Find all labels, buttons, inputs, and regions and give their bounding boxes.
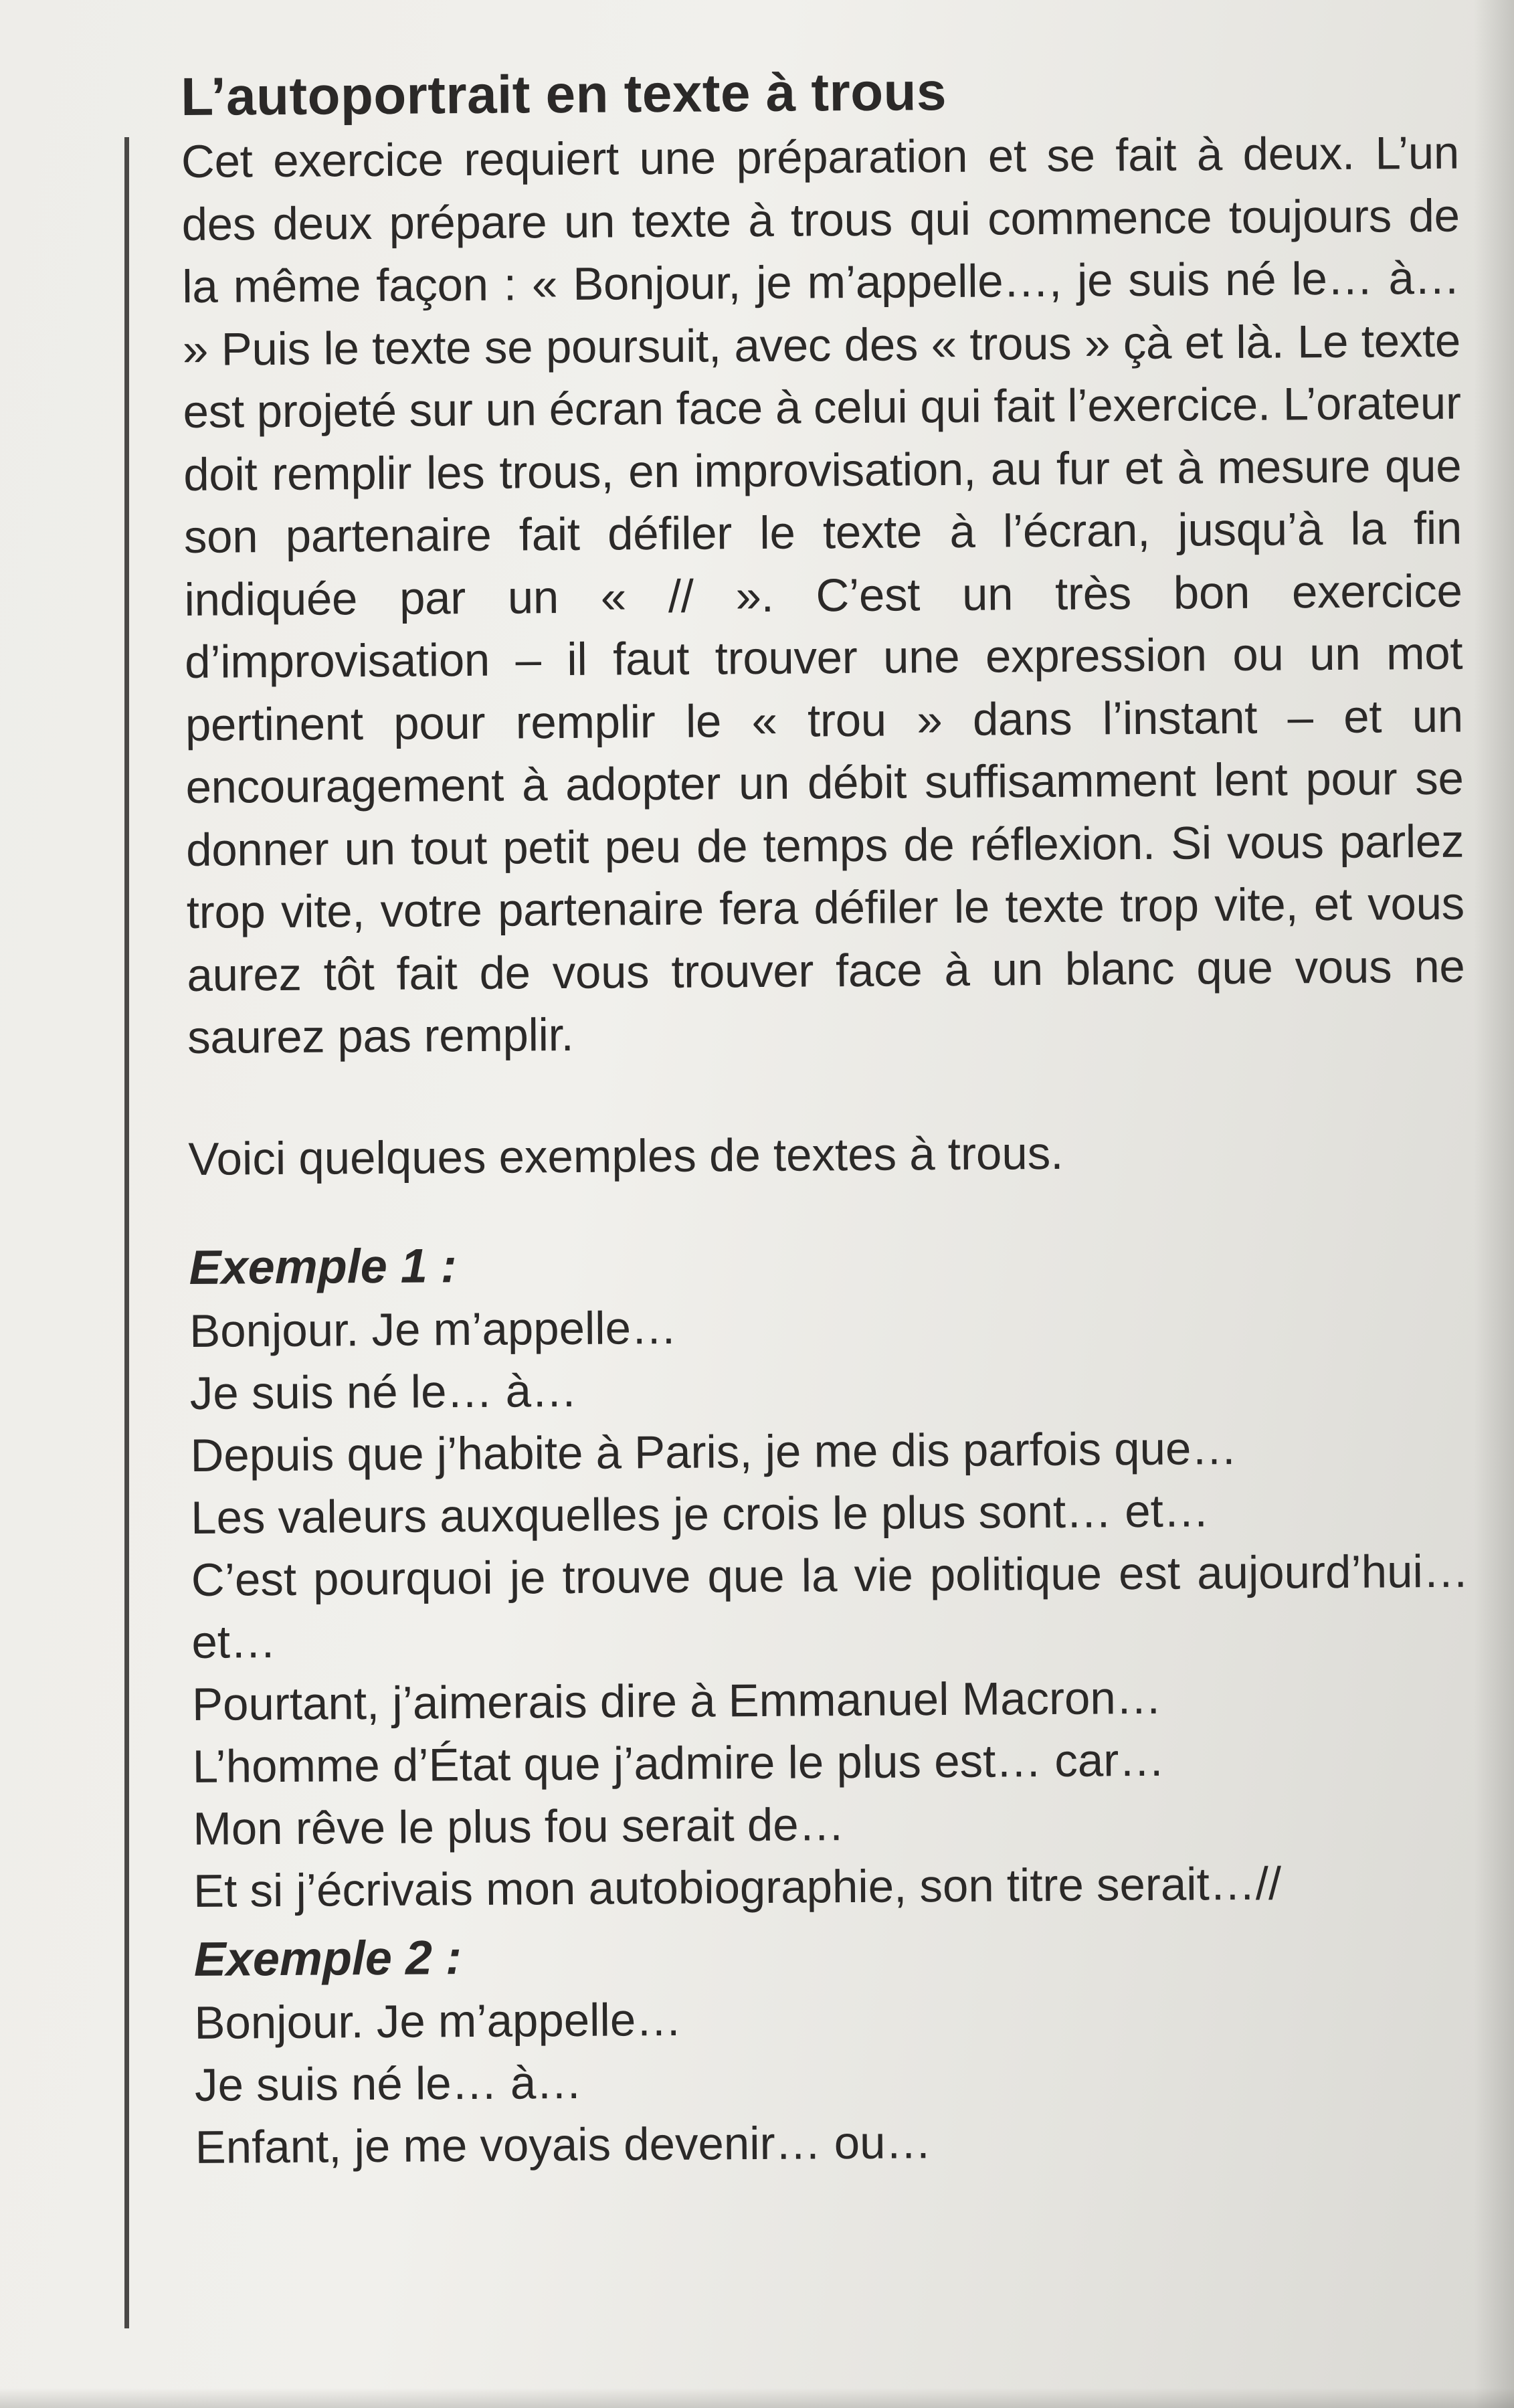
example-2-line: Bonjour. Je m’appelle… (194, 1993, 682, 2049)
example-1-heading: Exemple 1 : (189, 1238, 458, 1295)
section-title: L’autoportrait en texte à trous (181, 62, 947, 126)
example-1-line: L’homme d’État que j’admire le plus est… car… (192, 1734, 1165, 1792)
example-1-line: Les valeurs auxquelles je crois le plus sont… et… (190, 1484, 1210, 1544)
example-1-line: Depuis que j’habite à Paris, je me dis parfois que… (190, 1422, 1238, 1481)
example-1-line: C’est pourquoi je trouve que la vie politique est aujourd’hui… et… (191, 1545, 1470, 1668)
example-1-line: Et si j’écrivais mon autobiographie, son titre serait…// (193, 1857, 1282, 1917)
example-1-line: Bonjour. Je m’appelle… (189, 1301, 678, 1357)
example-2-line: Je suis né le… à… (194, 2056, 583, 2111)
examples-intro: Voici quelques exemples de textes à trous. (188, 1127, 1064, 1185)
example-2-line: Enfant, je me voyais devenir… ou… (195, 2116, 932, 2173)
page-shadow-edge (1474, 0, 1514, 2408)
margin-vertical-rule (124, 137, 129, 2328)
page-content (181, 55, 1473, 2179)
example-1-line: Mon rêve le plus fou serait de… (193, 1798, 845, 1855)
example-2 (193, 1918, 1473, 2178)
page-bottom-shadow (0, 2388, 1514, 2408)
example-1 (189, 1226, 1471, 1922)
example-2-heading: Exemple 2 : (193, 1930, 462, 1986)
body-paragraph: Cet exercice requiert une préparation et se fait à deux. L’un des deux prépare un texte à trous qui commence toujours de la même façon : « Bonjour, je m’appelle…, je suis né le… à… » Puis le texte se poursuit, avec des « trous » çà et là. Le texte est projeté sur un écran face à celui qui fait l’exercice. L’orateur doit remplir les trous, en improvisation, au fur et à mesure que son partenaire fait défiler le texte à l’écran, jusqu’à la fin indiquée par un « // ». C’est un très bon exercice d’improvisation – il faut trouver une expression ou un mot pertinent pour remplir le « trou » dans l’instant – et un encouragement à adopter un débit suffisamment lent pour se donner un tout petit peu de temps de réflexion. Si vous parlez trop vite, votre partenaire fera défiler le texte trop vite, et vous aurez tôt fait de vous trouver face à un blanc que vous ne saurez pas remplir. (181, 126, 1465, 1063)
example-1-line: Pourtant, j’aimerais dire à Emmanuel Macron… (191, 1671, 1162, 1730)
example-1-line: Je suis né le… à… (189, 1364, 578, 1419)
